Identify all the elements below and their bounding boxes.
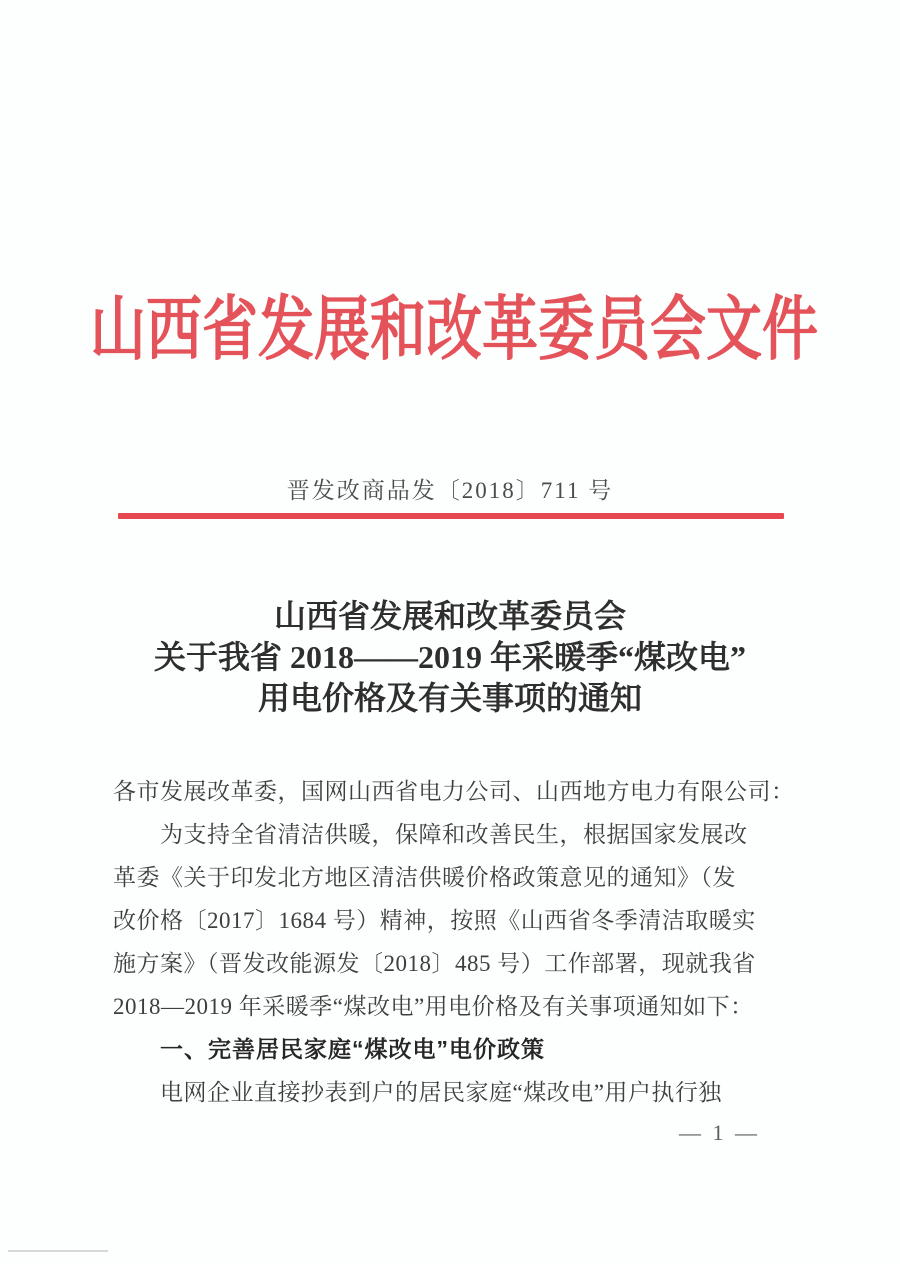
section-heading: 一、完善居民家庭“煤改电”电价政策 [160,1036,545,1062]
document-agency-header: 山西省发展和改革委员会文件 [90,292,818,369]
body-line: 革委《关于印发北方地区清洁供暖价格政策意见的通知》（发 [113,865,736,890]
notice-title-line-3: 用电价格及有关事项的通知 [257,680,642,716]
body-line: 电网企业直接抄表到户的居民家庭“煤改电”用户执行独 [160,1080,722,1105]
scan-artifact-line [8,1250,108,1252]
notice-title-line-2: 关于我省 2018——2019 年采暖季“煤改电” [153,639,746,675]
notice-title [0,596,900,719]
body-line: 2018—2019 年采暖季“煤改电”用电价格及有关事项通知如下： [113,994,754,1019]
body-line: 改价格〔2017〕1684 号）精神，按照《山西省冬季清洁取暖实 [113,908,756,933]
body-line-salutation: 各市发展改革委，国网山西省电力公司、山西地方电力有限公司： [113,779,795,804]
page-number: — 1 — [679,1120,760,1145]
body-line: 施方案》（晋发改能源发〔2018〕485 号）工作部署，现就我省 [113,951,756,976]
document-body [113,770,795,1114]
body-line: 为支持全省清洁供暖，保障和改善民生，根据国家发展改 [160,822,748,847]
notice-title-line-1: 山西省发展和改革委员会 [273,598,626,634]
document-number: 晋发改商品发〔2018〕711 号 [286,478,614,503]
red-divider-line [118,513,784,519]
